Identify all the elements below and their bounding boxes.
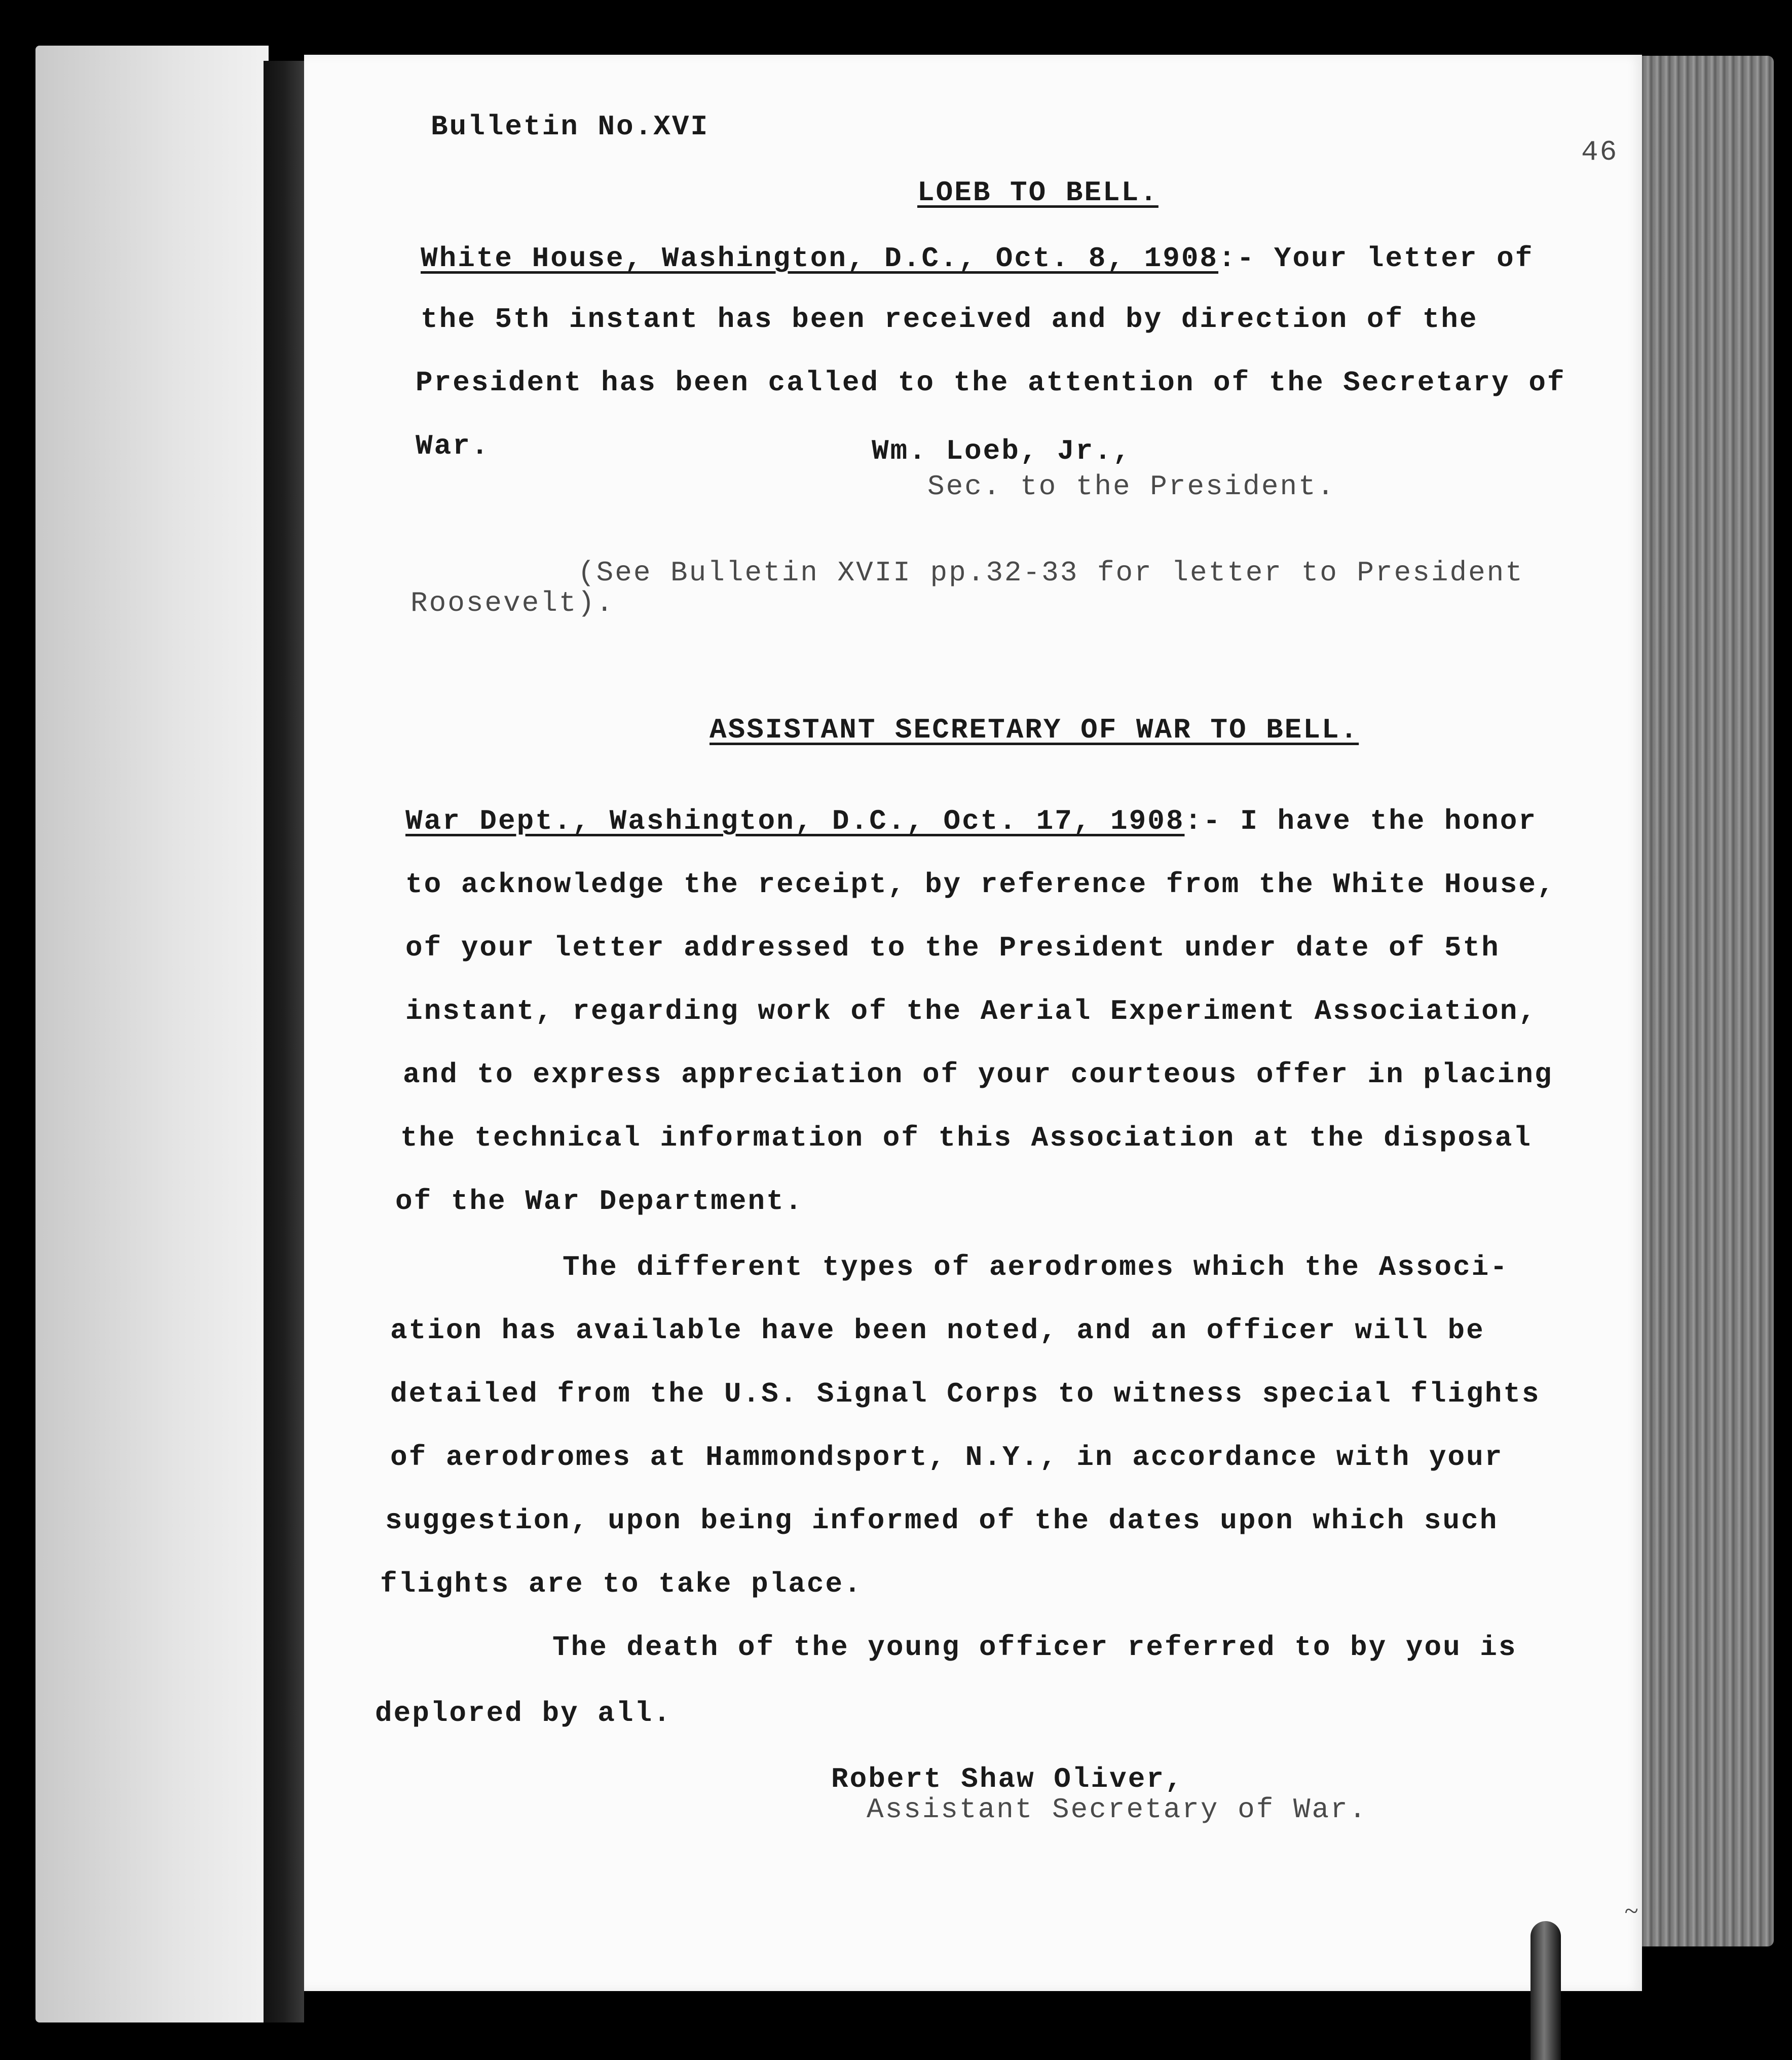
letter1-line: President has been called to the attention of the Secretary of [416,366,1566,399]
letter2-line: The different types of aerodromes which the Associ- [563,1251,1509,1283]
letter2-line: the technical information of this Association at the disposal [400,1122,1532,1154]
letter1-line: :- Your letter of [1218,242,1534,275]
letter2-first-line [405,805,1537,837]
pen-tip [1530,1921,1561,2060]
letter1-dateline: White House, Washington, D.C., Oct. 8, 1908 [421,242,1219,275]
letter2-dateline: War Dept., Washington, D.C., Oct. 17, 1908 [405,805,1185,837]
page-number: 46 [1581,136,1619,168]
letter2-line: of the War Department. [395,1185,804,1218]
letter2-line: detailed from the U.S. Signal Corps to witness special flights [390,1378,1541,1410]
page-edges [1627,56,1774,1946]
letter1-note: Roosevelt). [410,587,615,619]
letter2-line: ation has available have been noted, and an officer will be [390,1314,1485,1347]
letter2-line: of your letter addressed to the President under date of 5th [405,932,1500,964]
letter2-signature-name: Robert Shaw Oliver, [831,1763,1184,1795]
letter1-note: (See Bulletin XVII pp.32-33 for letter to President [578,557,1524,589]
letter1-signature-name: Wm. Loeb, Jr., [872,435,1132,467]
letter1-first-line [421,242,1534,275]
letter2-line: instant, regarding work of the Aerial Experiment Association, [405,995,1537,1027]
letter2-line: flights are to take place. [380,1568,863,1600]
letter2-line: suggestion, upon being informed of the dates upon which such [385,1504,1499,1537]
letter2-line: deplored by all. [375,1697,672,1730]
letter1-line: the 5th instant has been received and by direction of the [421,303,1478,336]
letter1-line: War. [416,430,490,462]
letter2-heading: ASSISTANT SECRETARY OF WAR TO BELL. [710,714,1359,746]
edge-mark: ~ [1624,1896,1638,1925]
letter2-line: to acknowledge the receipt, by reference from the White House, [405,868,1556,901]
facing-page [35,46,269,2022]
letter1-heading: LOEB TO BELL. [917,176,1159,209]
letter1-signature-title: Sec. to the President. [927,470,1336,503]
letter2-line: of aerodromes at Hammondsport, N.Y., in accordance with your [390,1441,1504,1474]
letter2-line: The death of the young officer referred to by you is [552,1631,1517,1664]
book-gutter [264,61,304,2022]
letter2-signature-title: Assistant Secretary of War. [867,1793,1368,1826]
document-page [304,55,1642,1991]
bulletin-number: Bulletin No.XVI [431,111,710,143]
letter2-line: :- I have the honor [1184,805,1537,837]
letter2-line: and to express appreciation of your courteous offer in placing [403,1058,1553,1091]
